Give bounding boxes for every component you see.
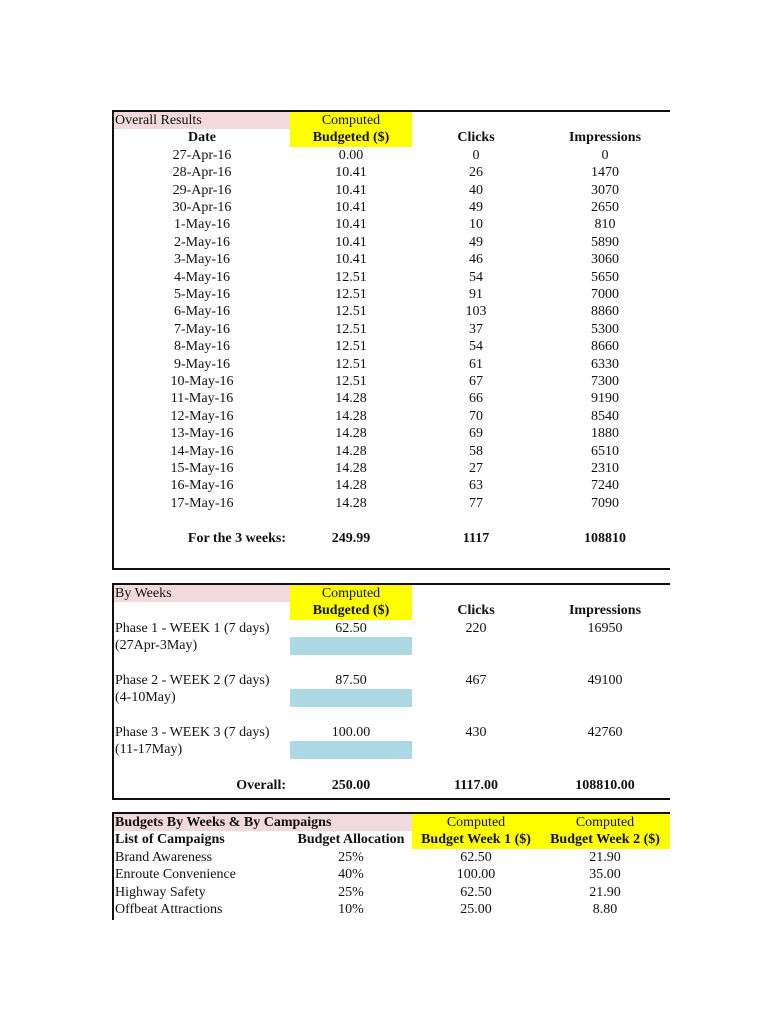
cell-date[interactable]: 15-May-16 [170, 461, 234, 476]
cell-clicks[interactable]: 58 [469, 443, 483, 459]
cell-date[interactable]: 4-May-16 [174, 269, 230, 285]
cell-impressions[interactable]: 810 [594, 217, 616, 233]
cell-date[interactable]: 2-May-16 [174, 234, 230, 250]
table-row [114, 286, 670, 303]
cell-budget[interactable]: 10.41 [335, 182, 367, 198]
cell-impressions[interactable]: 7300 [591, 374, 619, 389]
cell-date[interactable]: 6-May-16 [174, 304, 230, 320]
cell-date[interactable]: 14-May-16 [170, 443, 234, 459]
campaign-allocation[interactable]: 25% [338, 849, 364, 865]
week-label[interactable]: Phase 2 - WEEK 2 (7 days) [115, 673, 270, 688]
weeks-total-clicks[interactable]: 1117.00 [454, 778, 498, 793]
cell-date[interactable]: 27-Apr-16 [172, 147, 232, 163]
cell-budget[interactable]: 10.41 [335, 252, 367, 268]
cell-date[interactable]: 7-May-16 [174, 321, 230, 337]
header-impressions[interactable]: Impressions [568, 130, 642, 146]
cell-date[interactable]: 16-May-16 [170, 478, 234, 494]
cell-date[interactable]: 8-May-16 [174, 339, 230, 355]
cell-impressions[interactable]: 7090 [591, 495, 619, 511]
week-budget[interactable]: 100.00 [331, 725, 371, 740]
week-clicks[interactable]: 467 [465, 673, 487, 688]
table-row [114, 408, 670, 425]
cell-impressions[interactable]: 5890 [591, 234, 619, 250]
cell-clicks[interactable]: 10 [469, 217, 483, 233]
campaign-row [114, 866, 670, 883]
cell-clicks[interactable]: 66 [469, 391, 483, 407]
cell-budget[interactable]: 10.41 [335, 217, 367, 233]
overall-results-table [112, 110, 670, 570]
week-row-sub [114, 689, 670, 706]
cell-clicks[interactable]: 37 [469, 321, 483, 337]
week-input-cell[interactable] [290, 689, 412, 706]
week-row [114, 724, 670, 741]
table-row [114, 147, 670, 164]
campaign-name[interactable]: Offbeat Attractions [115, 902, 223, 917]
cell-clicks[interactable]: 103 [465, 304, 487, 320]
cell-date[interactable]: 3-May-16 [174, 252, 230, 268]
week-date-range[interactable]: (11-17May) [115, 742, 183, 758]
cell-clicks[interactable]: 77 [469, 495, 483, 511]
weeks-budget-header-top[interactable]: Computed [290, 585, 412, 602]
campaign-name[interactable]: Highway Safety [115, 884, 206, 900]
cell-budget[interactable]: 12.51 [335, 374, 367, 389]
cell-clicks[interactable]: 49 [469, 200, 483, 215]
cell-budget[interactable]: 14.28 [335, 478, 367, 494]
weeks-total-impressions[interactable]: 108810.00 [575, 778, 635, 793]
table-row [114, 269, 670, 286]
campaign-allocation[interactable]: 10% [338, 902, 364, 917]
cell-budget[interactable]: 12.51 [335, 304, 367, 320]
campaigns-header-row [114, 831, 670, 848]
table-row [114, 216, 670, 233]
cell-date[interactable]: 17-May-16 [170, 495, 234, 511]
header-budget-allocation[interactable]: Budget Allocation [297, 832, 405, 848]
weeks-header-impressions[interactable]: Impressions [568, 603, 642, 619]
cell-date[interactable]: 10-May-16 [170, 374, 234, 389]
header-campaign-list[interactable]: List of Campaigns [115, 832, 225, 848]
cell-budget[interactable]: 12.51 [335, 356, 367, 372]
week-clicks[interactable]: 430 [465, 725, 487, 740]
table-row [114, 390, 670, 407]
by-weeks-table [112, 583, 670, 800]
total-label[interactable]: For the 3 weeks: [187, 531, 286, 546]
overall-header-row [114, 129, 670, 146]
overall-total-row [114, 530, 670, 547]
cell-impressions[interactable]: 0 [601, 147, 609, 163]
cell-impressions[interactable]: 3060 [591, 252, 619, 268]
campaigns-w2-header-top[interactable]: Computed [540, 814, 670, 831]
cell-budget[interactable]: 12.51 [335, 339, 367, 355]
week-impressions[interactable]: 42760 [587, 725, 623, 740]
cell-budget[interactable]: 12.51 [335, 321, 367, 337]
week-impressions[interactable]: 16950 [587, 621, 623, 636]
week-impressions[interactable]: 49100 [587, 673, 623, 688]
weeks-header-clicks[interactable]: Clicks [457, 603, 495, 619]
cell-budget[interactable]: 14.28 [335, 443, 367, 459]
cell-budget[interactable]: 10.41 [335, 165, 367, 181]
table-row [114, 373, 670, 390]
cell-date[interactable]: 29-Apr-16 [172, 182, 232, 198]
cell-clicks[interactable]: 70 [469, 408, 483, 424]
week-input-cell[interactable] [290, 741, 412, 758]
week-label[interactable]: Phase 1 - WEEK 1 (7 days) [115, 621, 270, 636]
total-clicks[interactable]: 1117 [462, 531, 490, 546]
overall-title-row [114, 112, 670, 129]
campaign-row [114, 884, 670, 901]
cell-impressions[interactable]: 1470 [591, 165, 619, 181]
weeks-header-row [114, 602, 670, 619]
cell-impressions[interactable]: 1880 [591, 426, 619, 442]
campaign-budget-week-1[interactable]: 62.50 [460, 884, 492, 900]
cell-budget[interactable]: 14.28 [335, 495, 367, 511]
table-row [114, 477, 670, 494]
cell-impressions[interactable]: 6510 [591, 443, 619, 459]
table-row [114, 425, 670, 442]
campaign-budget-week-1[interactable]: 100.00 [456, 867, 496, 883]
cell-clicks[interactable]: 49 [469, 234, 483, 250]
cell-impressions[interactable]: 3070 [591, 182, 619, 198]
weeks-total-row [114, 777, 670, 794]
cell-budget[interactable]: 10.41 [335, 234, 367, 250]
week-clicks[interactable]: 220 [465, 621, 487, 636]
campaign-row [114, 901, 670, 918]
cell-impressions[interactable]: 7240 [591, 478, 619, 494]
cell-clicks[interactable]: 61 [469, 356, 483, 372]
cell-impressions[interactable]: 2310 [591, 461, 619, 476]
table-row [114, 164, 670, 181]
cell-budget[interactable]: 12.51 [335, 269, 367, 285]
table-row [114, 199, 670, 216]
table-row [114, 356, 670, 373]
weeks-section-title[interactable]: By Weeks [114, 585, 291, 602]
cell-budget[interactable]: 0.00 [338, 147, 364, 163]
overall-section-title[interactable]: Overall Results [114, 112, 291, 129]
cell-budget[interactable]: 14.28 [335, 426, 367, 442]
cell-clicks[interactable]: 54 [469, 269, 483, 285]
week-date-range[interactable]: (4-10May) [115, 690, 176, 706]
campaign-row [114, 849, 670, 866]
week-row-sub [114, 741, 670, 758]
table-row [114, 321, 670, 338]
cell-impressions[interactable]: 5650 [591, 269, 619, 285]
table-row [114, 495, 670, 512]
week-row [114, 620, 670, 637]
cell-clicks[interactable]: 54 [469, 339, 483, 355]
cell-date[interactable]: 9-May-16 [174, 356, 230, 372]
cell-impressions[interactable]: 7000 [591, 287, 619, 302]
cell-clicks[interactable]: 40 [469, 182, 483, 198]
cell-budget[interactable]: 14.28 [335, 461, 367, 476]
cell-clicks[interactable]: 69 [469, 426, 483, 442]
header-budgeted[interactable]: Budgeted ($) [290, 129, 412, 146]
week-input-cell[interactable] [290, 637, 412, 654]
table-row [114, 460, 670, 477]
cell-date[interactable]: 11-May-16 [170, 391, 234, 407]
total-budget[interactable]: 249.99 [331, 531, 371, 546]
table-row [114, 182, 670, 199]
table-row [114, 234, 670, 251]
week-row-sub [114, 637, 670, 654]
cell-budget[interactable]: 14.28 [335, 408, 367, 424]
cell-date[interactable]: 13-May-16 [170, 426, 234, 442]
header-budget-week-1[interactable]: Budget Week 1 ($) [412, 831, 540, 848]
header-budget-week-2[interactable]: Budget Week 2 ($) [540, 831, 670, 848]
table-row [114, 338, 670, 355]
cell-impressions[interactable]: 8860 [591, 304, 619, 320]
cell-clicks[interactable]: 63 [469, 478, 483, 494]
campaign-budgets-table [112, 812, 670, 920]
cell-clicks[interactable]: 91 [469, 287, 483, 302]
cell-date[interactable]: 30-Apr-16 [172, 200, 232, 215]
campaign-allocation[interactable]: 40% [338, 867, 364, 883]
total-impressions[interactable]: 108810 [584, 531, 626, 546]
campaign-budget-week-1[interactable]: 25.00 [460, 902, 492, 917]
campaigns-section-title[interactable]: Budgets By Weeks & By Campaigns [114, 814, 412, 831]
weeks-total-budget[interactable]: 250.00 [331, 778, 371, 793]
campaign-budget-week-2[interactable]: 21.90 [589, 849, 621, 865]
cell-budget[interactable]: 12.51 [335, 287, 367, 302]
week-budget[interactable]: 62.50 [335, 621, 367, 636]
weeks-title-row [114, 585, 670, 602]
cell-budget[interactable]: 14.28 [335, 391, 367, 407]
campaigns-title-row [114, 814, 670, 831]
week-label[interactable]: Phase 3 - WEEK 3 (7 days) [115, 725, 270, 740]
cell-date[interactable]: 5-May-16 [174, 287, 230, 302]
weeks-header-budgeted[interactable]: Budgeted ($) [290, 602, 412, 619]
table-row [114, 251, 670, 268]
cell-clicks[interactable]: 27 [469, 461, 483, 476]
campaign-budget-week-2[interactable]: 35.00 [589, 867, 621, 883]
week-date-range[interactable]: (27Apr-3May) [115, 638, 198, 654]
cell-clicks[interactable]: 26 [469, 165, 483, 181]
campaigns-w1-header-top[interactable]: Computed [412, 814, 540, 831]
week-budget[interactable]: 87.50 [335, 673, 367, 688]
header-clicks[interactable]: Clicks [457, 130, 495, 146]
cell-impressions[interactable]: 8540 [591, 408, 619, 424]
campaign-budget-week-2[interactable]: 21.90 [589, 884, 621, 900]
campaign-name[interactable]: Enroute Convenience [115, 867, 236, 883]
campaign-budget-week-2[interactable]: 8.80 [592, 902, 618, 917]
cell-impressions[interactable]: 5300 [591, 321, 619, 337]
overall-budget-header-top[interactable]: Computed [290, 112, 412, 129]
weeks-total-label[interactable]: Overall: [236, 778, 286, 793]
cell-date[interactable]: 28-Apr-16 [172, 165, 232, 181]
cell-clicks[interactable]: 0 [472, 147, 480, 163]
campaign-budget-week-1[interactable]: 62.50 [460, 849, 492, 865]
campaign-name[interactable]: Brand Awareness [115, 849, 213, 865]
header-date[interactable]: Date [188, 130, 216, 146]
cell-budget[interactable]: 10.41 [335, 200, 367, 215]
table-row [114, 303, 670, 320]
cell-date[interactable]: 1-May-16 [174, 217, 230, 233]
cell-impressions[interactable]: 2650 [591, 200, 619, 215]
cell-clicks[interactable]: 67 [469, 374, 483, 389]
cell-impressions[interactable]: 6330 [591, 356, 619, 372]
week-row [114, 672, 670, 689]
table-row [114, 443, 670, 460]
cell-date[interactable]: 12-May-16 [170, 408, 234, 424]
cell-clicks[interactable]: 46 [469, 252, 483, 268]
cell-impressions[interactable]: 8660 [591, 339, 619, 355]
cell-impressions[interactable]: 9190 [591, 391, 619, 407]
campaign-allocation[interactable]: 25% [338, 884, 364, 900]
